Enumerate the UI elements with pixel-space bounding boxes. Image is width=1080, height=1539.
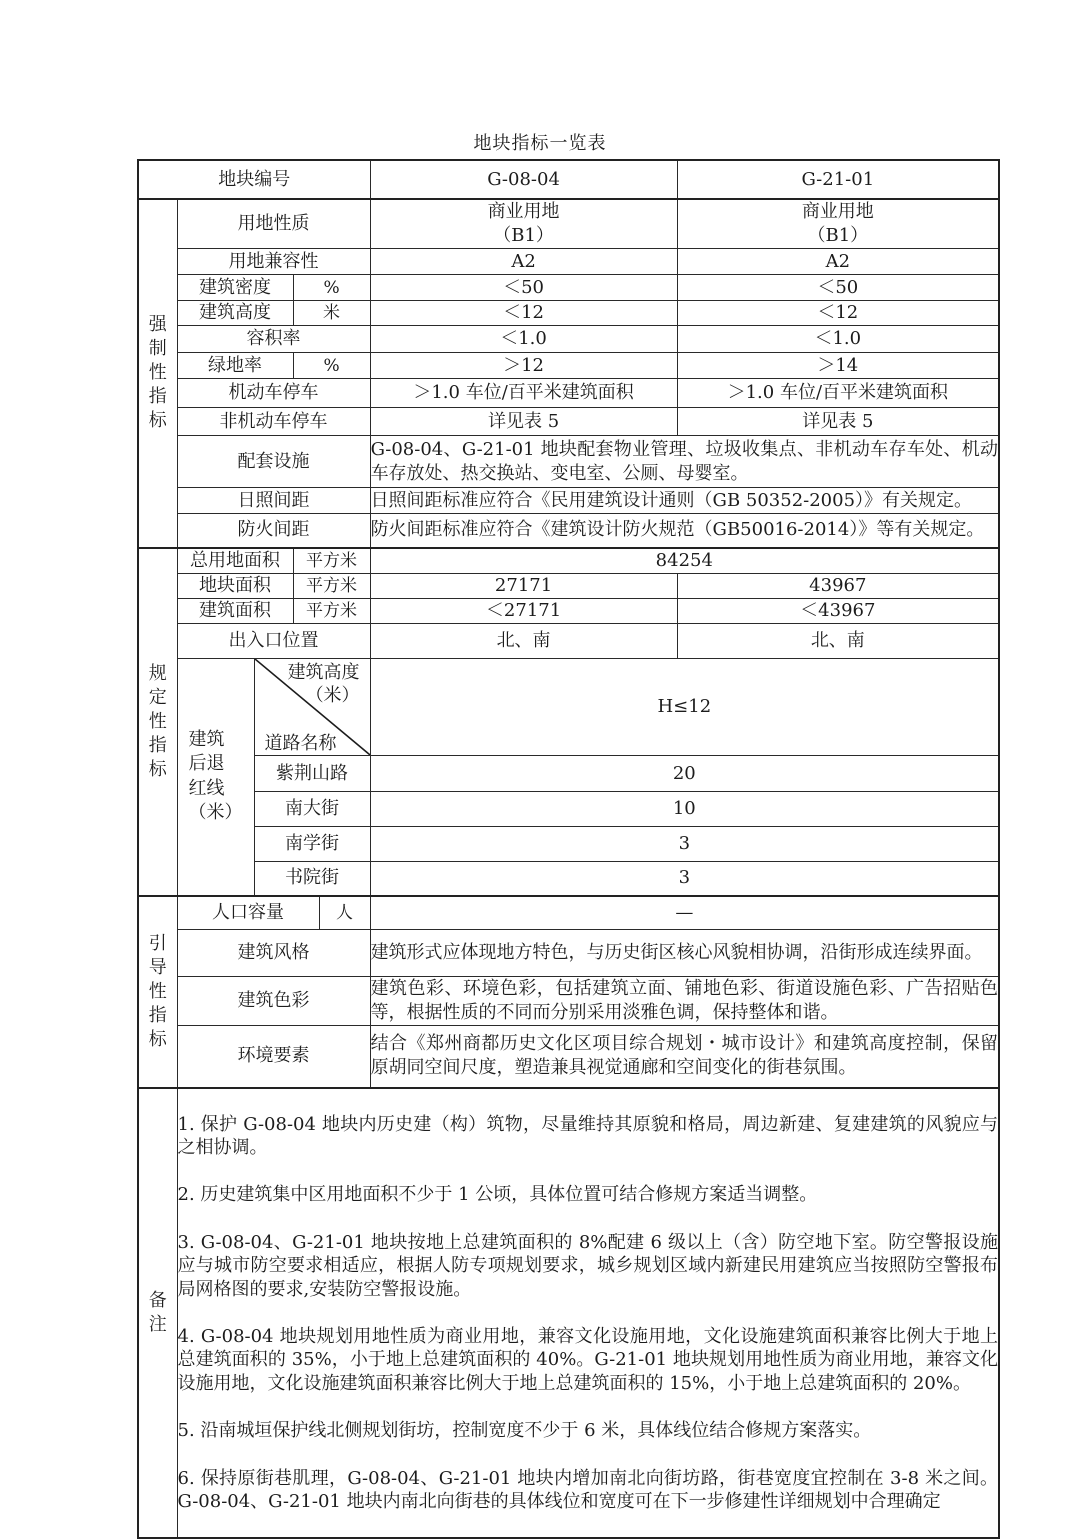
population-label: 人口容量 bbox=[177, 896, 319, 930]
note-item: 1. 保护 G-08-04 地块内历史建（构）筑物，尽量维持其原貌和格局，周边新建、复建建筑的风貌应与之相协调。 bbox=[177, 1113, 999, 1158]
fire-text bbox=[370, 514, 999, 548]
parcel-area-value-1: 27171 bbox=[370, 574, 677, 599]
parcel-index-table bbox=[137, 159, 1000, 1539]
green-label: 绿地率 bbox=[177, 353, 293, 379]
table-row bbox=[138, 488, 999, 514]
table-row bbox=[138, 624, 999, 659]
environment-text bbox=[370, 1026, 999, 1088]
total-area-unit: 平方米 bbox=[293, 548, 370, 574]
diag-header-height: 建筑高度 （米） bbox=[287, 662, 360, 706]
green-unit: % bbox=[293, 353, 370, 379]
green-value-2: ＞14 bbox=[677, 353, 999, 379]
access-label: 出入口位置 bbox=[177, 624, 370, 659]
sunlight-text bbox=[370, 488, 999, 514]
road-name: 南大街 bbox=[254, 792, 370, 827]
table-row bbox=[138, 599, 999, 624]
facilities-text bbox=[370, 436, 999, 488]
setback-row bbox=[138, 792, 999, 827]
access-value-1: 北、南 bbox=[370, 624, 677, 659]
population-unit: 人 bbox=[319, 896, 370, 930]
compatibility-label: 用地兼容性 bbox=[177, 249, 370, 275]
setback-label: 建筑 后退 红线 （米） bbox=[188, 728, 243, 824]
table-row bbox=[138, 408, 999, 436]
bike-parking-value-2: 详见表 5 bbox=[677, 408, 999, 436]
regulatory-category bbox=[138, 548, 177, 896]
access-value-2: 北、南 bbox=[677, 624, 999, 659]
green-value-1: ＞12 bbox=[370, 353, 677, 379]
land-use-value-1: 商业用地 （B1） bbox=[370, 199, 677, 249]
facilities-label: 配套设施 bbox=[177, 436, 370, 488]
motor-parking-value-1: ＞1.0 车位/百平米建筑面积 bbox=[370, 379, 677, 408]
table-row bbox=[138, 514, 999, 548]
setback-category bbox=[177, 659, 254, 896]
density-label: 建筑密度 bbox=[177, 275, 293, 301]
notes-category bbox=[138, 1088, 177, 1539]
far-value-1: ＜1.0 bbox=[370, 326, 677, 353]
road-setback-value: 3 bbox=[370, 827, 999, 862]
floor-area-label: 建筑面积 bbox=[177, 599, 293, 624]
motor-parking-label: 机动车停车 bbox=[177, 379, 370, 408]
parcel-area-label: 地块面积 bbox=[177, 574, 293, 599]
total-area-value: 84254 bbox=[370, 548, 999, 574]
bike-parking-label: 非机动车停车 bbox=[177, 408, 370, 436]
height-value-2: ＜12 bbox=[677, 301, 999, 326]
table-row bbox=[138, 275, 999, 301]
mandatory-category bbox=[138, 199, 177, 548]
fire-label: 防火间距 bbox=[177, 514, 370, 548]
style-text-content: 建筑形式应体现地方特色，与历史街区核心风貌相协调，沿街形成连续界面。 bbox=[370, 942, 983, 963]
style-label: 建筑风格 bbox=[177, 930, 370, 977]
color-text bbox=[370, 977, 999, 1026]
road-setback-value: 10 bbox=[370, 792, 999, 827]
far-label: 容积率 bbox=[177, 326, 370, 353]
road-name: 书院街 bbox=[254, 862, 370, 896]
road-name: 紫荆山路 bbox=[254, 756, 370, 792]
table-row bbox=[138, 977, 999, 1026]
table-row bbox=[138, 379, 999, 408]
population-value: — bbox=[370, 896, 999, 930]
table-row bbox=[138, 930, 999, 977]
header-row bbox=[138, 160, 999, 199]
density-value-2: ＜50 bbox=[677, 275, 999, 301]
height-class-value: H≤12 bbox=[370, 659, 999, 756]
sunlight-text-content: 日照间距标准应符合《民用建筑设计通则（GB 50352-2005）》有关规定。 bbox=[370, 489, 973, 511]
color-label: 建筑色彩 bbox=[177, 977, 370, 1026]
total-area-label: 总用地面积 bbox=[177, 548, 293, 574]
regulatory-category-label: 规定性指标 bbox=[148, 662, 167, 780]
density-unit: % bbox=[293, 275, 370, 301]
land-use-label: 用地性质 bbox=[177, 199, 370, 249]
height-label: 建筑高度 bbox=[177, 301, 293, 326]
land-use-value-2: 商业用地 （B1） bbox=[677, 199, 999, 249]
table-row bbox=[138, 301, 999, 326]
table-title: 地块指标一览表 bbox=[473, 133, 607, 154]
motor-parking-value-2: ＞1.0 车位/百平米建筑面积 bbox=[677, 379, 999, 408]
notes-category-label: 备注 bbox=[148, 1289, 167, 1335]
fire-text-content: 防火间距标准应符合《建筑设计防火规范（GB50016-2014）》等有关规定。 bbox=[370, 519, 985, 541]
parcel-id-1: G-08-04 bbox=[370, 160, 677, 199]
environment-label: 环境要素 bbox=[177, 1026, 370, 1088]
style-text bbox=[370, 930, 999, 977]
road-name: 南学街 bbox=[254, 827, 370, 862]
environment-text-content: 结合《郑州商都历史文化区项目综合规划・城市设计》和建筑高度控制，保留原胡同空间尺度，塑造兼具视觉通廊和空间变化的街巷氛围。 bbox=[370, 1033, 999, 1079]
floor-area-unit: 平方米 bbox=[293, 599, 370, 624]
notes-row bbox=[138, 1088, 999, 1539]
setback-row bbox=[138, 827, 999, 862]
parcel-area-unit: 平方米 bbox=[293, 574, 370, 599]
table-row bbox=[138, 199, 999, 249]
note-item: 5. 沿南城垣保护线北侧规划街坊，控制宽度不少于 6 米，具体线位结合修规方案落实。 bbox=[177, 1420, 872, 1442]
color-text-content: 建筑色彩、环境色彩，包括建筑立面、铺地色彩、街道设施色彩、广告招贴色等，根据性质的不同而分别采用淡雅色调，保持整体和谐。 bbox=[370, 978, 999, 1023]
note-item: 4. G-08-04 地块规划用地性质为商业用地，兼容文化设施用地，文化设施建筑面积兼容比例大于地上总建筑面积的 35%，小于地上总建筑面积的 40%。G-21-01 地块规划用地性质为商业用地，兼容文化设施用地，文化设施建筑面积兼容比例大于地上总建筑面积的 15%，小于地上总建筑面积的 20%。 bbox=[177, 1325, 999, 1394]
table-row bbox=[138, 353, 999, 379]
mandatory-category-label: 强制性指标 bbox=[148, 314, 167, 432]
table-row bbox=[138, 326, 999, 353]
bike-parking-value-1: 详见表 5 bbox=[370, 408, 677, 436]
height-unit: 米 bbox=[293, 301, 370, 326]
table-row bbox=[138, 249, 999, 275]
density-value-1: ＜50 bbox=[370, 275, 677, 301]
diag-header-road: 道路名称 bbox=[264, 733, 337, 754]
setback-diagonal-header bbox=[254, 659, 370, 756]
table-row bbox=[138, 659, 999, 756]
table-row bbox=[138, 436, 999, 488]
floor-area-value-2: ＜43967 bbox=[677, 599, 999, 624]
compatibility-value-2: A2 bbox=[677, 249, 999, 275]
table-row bbox=[138, 574, 999, 599]
parcel-id-label: 地块编号 bbox=[138, 160, 370, 199]
setback-row bbox=[138, 862, 999, 896]
sunlight-label: 日照间距 bbox=[177, 488, 370, 514]
notes-content bbox=[177, 1088, 999, 1539]
parcel-id-2: G-21-01 bbox=[677, 160, 999, 199]
guidance-category-label: 引导性指标 bbox=[148, 932, 167, 1050]
far-value-2: ＜1.0 bbox=[677, 326, 999, 353]
table-row bbox=[138, 1026, 999, 1088]
parcel-area-value-2: 43967 bbox=[677, 574, 999, 599]
compatibility-value-1: A2 bbox=[370, 249, 677, 275]
height-value-1: ＜12 bbox=[370, 301, 677, 326]
facilities-text-content: G-08-04、G-21-01 地块配套物业管理、垃圾收集点、非机动车存车处、机动车存放处、热交换站、变电室、公厕、母婴室。 bbox=[370, 438, 999, 484]
setback-row bbox=[138, 756, 999, 792]
table-row bbox=[138, 548, 999, 574]
note-item: 6. 保持原街巷肌理，G-08-04、G-21-01 地块内增加南北向街坊路，街巷宽度宜控制在 3-8 米之间。G-08-04、G-21-01 地块内南北向街巷的具体线位和宽度可在下一步修建性详细规划中合理确定 bbox=[177, 1467, 999, 1512]
table-row bbox=[138, 896, 999, 930]
floor-area-value-1: ＜27171 bbox=[370, 599, 677, 624]
note-item: 3. G-08-04、G-21-01 地块按地上总建筑面积的 8%配建 6 级以上（含）防空地下室。防空警报设施应与城市防空要求相适应，根据人防专项规划要求，城乡规划区域内新建民用建筑应当按照防空警报布局网格图的要求,安装防空警报设施。 bbox=[177, 1231, 999, 1300]
guidance-category bbox=[138, 896, 177, 1088]
note-item: 2. 历史建筑集中区用地面积不少于 1 公顷，具体位置可结合修规方案适当调整。 bbox=[177, 1184, 818, 1206]
road-setback-value: 20 bbox=[370, 756, 999, 792]
road-setback-value: 3 bbox=[370, 862, 999, 896]
